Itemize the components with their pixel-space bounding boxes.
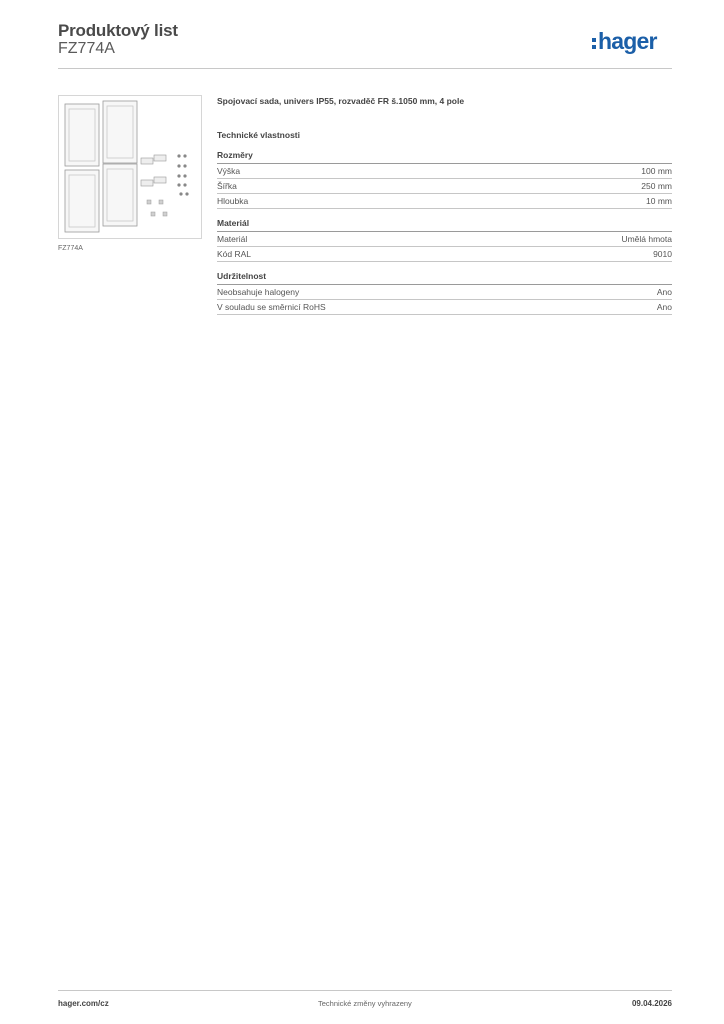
- section-dimensions: [217, 150, 672, 209]
- footer-date: 09.04.2026: [631, 999, 672, 1008]
- spec-value: 250 mm: [641, 181, 672, 191]
- footer-note: Technické změny vyhrazeny: [318, 999, 412, 1008]
- page-title: Produktový list: [58, 21, 178, 40]
- logo-wordmark: hager: [598, 28, 657, 54]
- spec-label: Kód RAL: [217, 249, 252, 259]
- spec-row: [217, 179, 672, 194]
- spec-label: Šířka: [217, 181, 237, 191]
- image-caption: FZ774A: [58, 245, 83, 252]
- spec-row: [217, 247, 672, 262]
- product-description: Spojovací sada, univers IP55, rozvaděč FR š.1050 mm, 4 pole: [217, 96, 465, 106]
- hager-logo: [592, 28, 657, 55]
- section-title: Materiál: [217, 218, 672, 232]
- section-title: Rozměry: [217, 150, 672, 164]
- spec-row: [217, 194, 672, 209]
- spec-value: 10 mm: [646, 196, 672, 206]
- product-image: [58, 95, 202, 239]
- spec-value: Ano: [656, 302, 672, 312]
- spec-row: [217, 285, 672, 300]
- tech-heading: Technické vlastnosti: [217, 130, 300, 140]
- spec-label: Materiál: [217, 234, 248, 244]
- spec-label: Hloubka: [217, 196, 249, 206]
- footer-website-link[interactable]: hager.com/cz: [58, 999, 109, 1008]
- spec-value: Ano: [656, 287, 672, 297]
- header-divider: [58, 68, 672, 69]
- spec-row: [217, 300, 672, 315]
- spec-row: [217, 164, 672, 179]
- section-sustainability: [217, 271, 672, 315]
- section-title: Udržitelnost: [217, 271, 672, 285]
- spec-value: 9010: [653, 249, 672, 259]
- spec-label: Neobsahuje halogeny: [217, 287, 300, 297]
- product-code: FZ774A: [58, 40, 115, 57]
- section-material: [217, 218, 672, 262]
- footer-divider: [58, 990, 672, 991]
- spec-label: Výška: [217, 166, 241, 176]
- spec-value: Umělá hmota: [621, 234, 672, 244]
- spec-value: 100 mm: [641, 166, 672, 176]
- spec-row: [217, 232, 672, 247]
- product-details: [217, 95, 672, 315]
- logo-dots-icon: [592, 38, 596, 49]
- product-illustration: [59, 96, 201, 238]
- spec-label: V souladu se směrnicí RoHS: [217, 302, 326, 312]
